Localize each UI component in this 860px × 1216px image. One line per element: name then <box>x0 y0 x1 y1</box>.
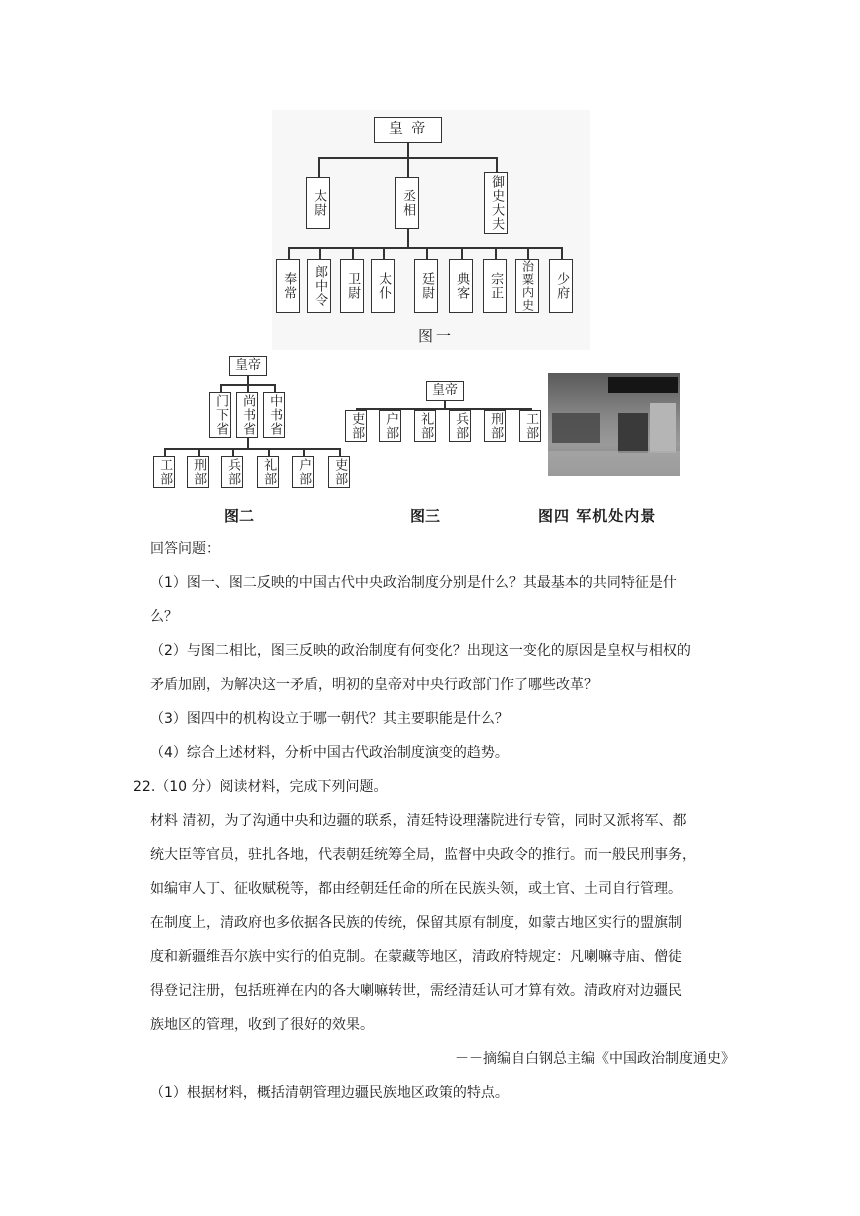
fig3-bottom-box-0: 吏部 <box>345 410 367 442</box>
fig1-mid-box-2: 御史大夫 <box>484 172 508 234</box>
question-4: （4）综合上述材料，分析中国古代政治制度演变的趋势。 <box>150 745 509 761</box>
fig3-bottom-box-2: 礼部 <box>414 410 436 442</box>
material-line: 得登记注册，包括班禅在内的各大喇嘛转世，需经清廷认可才算有效。清政府对边疆民 <box>150 983 682 999</box>
question-3: （3）图四中的机构设立于哪一朝代？其主要职能是什么？ <box>150 711 509 727</box>
fig2-bottom-box-1: 刑部 <box>187 456 209 488</box>
fig1-bottom-box-1: 郎中令 <box>307 259 331 313</box>
fig3-bottom-box-1: 户部 <box>379 410 401 442</box>
question-1-line-2: 么？ <box>150 609 178 625</box>
material-line: 材料 清初，为了沟通中央和边疆的联系，清廷特设理藩院进行专管，同时又派将军、都 <box>150 813 687 829</box>
fig1-mid-box-1: 丞相 <box>395 177 419 229</box>
question-2-line-2: 矛盾加剧，为解决这一矛盾，明初的皇帝对中央行政部门作了哪些改革？ <box>150 677 598 693</box>
fig1-bottom-box-2: 卫尉 <box>340 259 364 313</box>
fig3-bottom-box-5: 工部 <box>519 410 541 442</box>
fig3-bottom-box-4: 刑部 <box>484 410 506 442</box>
material-source: －－摘编自白钢总主编《中国政治制度通史》 <box>455 1051 735 1067</box>
figure-4-photo <box>548 373 680 476</box>
fig1-bottom-box-6: 宗正 <box>483 259 507 313</box>
figure-1-org-chart <box>272 110 590 350</box>
fig1-bottom-box-4: 廷尉 <box>414 259 438 313</box>
material-line: 在制度上，清政府也多依据各民族的传统，保留其原有制度，如蒙古地区实行的盟旗制 <box>150 915 682 931</box>
fig2-bottom-box-4: 户部 <box>292 456 314 488</box>
fig3-bottom-box-3: 兵部 <box>449 410 471 442</box>
fig2-bottom-box-2: 兵部 <box>221 456 243 488</box>
material-line: 度和新疆维吾尔族中实行的伯克制。在蒙藏等地区，清政府特规定：凡喇嘛寺庙、僧徒 <box>150 949 682 965</box>
fig3-emperor-box: 皇帝 <box>426 381 464 401</box>
material-line: 如编审人丁、征收赋税等，都由经朝廷任命的所在民族头领，或土官、土司自行管理。 <box>150 881 682 897</box>
material-line: 族地区的管理，收到了很好的效果。 <box>150 1017 374 1033</box>
fig2-caption: 图二 <box>224 507 255 525</box>
fig2-bottom-box-5: 吏部 <box>328 456 350 488</box>
fig1-mid-box-0: 太尉 <box>306 177 330 229</box>
fig2-mid-box-1: 尚书省 <box>236 392 258 438</box>
fig2-bottom-box-0: 工部 <box>153 456 175 488</box>
fig1-bottom-box-0: 奉常 <box>276 259 300 313</box>
fig1-emperor-box: 皇 帝 <box>374 117 442 143</box>
question-22-sub-1: （1）根据材料，概括清朝管理边疆民族地区政策的特点。 <box>150 1085 509 1101</box>
material-line: 统大臣等官员，驻扎各地，代表朝廷统筹全局，监督中央政令的推行。而一般民刑事务， <box>150 847 696 863</box>
fig1-bottom-box-5: 典客 <box>449 259 473 313</box>
fig1-bottom-box-7: 治粟内史 <box>515 259 539 313</box>
questions-intro: 回答问题： <box>150 541 220 557</box>
fig2-mid-box-0: 门下省 <box>209 392 231 438</box>
fig1-caption: 图一 <box>418 327 455 345</box>
question-22-heading: 22.（10 分）阅读材料，完成下列问题。 <box>133 779 388 795</box>
fig1-bottom-box-3: 太仆 <box>371 259 395 313</box>
fig2-mid-box-2: 中书省 <box>263 392 285 438</box>
fig2-bottom-box-3: 礼部 <box>257 456 279 488</box>
question-2-line-1: （2）与图二相比，图三反映的政治制度有何变化？出现这一变化的原因是皇权与相权的 <box>150 643 691 659</box>
question-1-line-1: （1）图一、图二反映的中国古代中央政治制度分别是什么？其最基本的共同特征是什 <box>150 575 677 591</box>
fig3-caption: 图三 <box>410 507 441 525</box>
fig4-caption: 图四 军机处内景 <box>538 507 657 525</box>
fig2-emperor-box: 皇帝 <box>229 356 267 376</box>
fig1-bottom-box-8: 少府 <box>549 259 573 313</box>
